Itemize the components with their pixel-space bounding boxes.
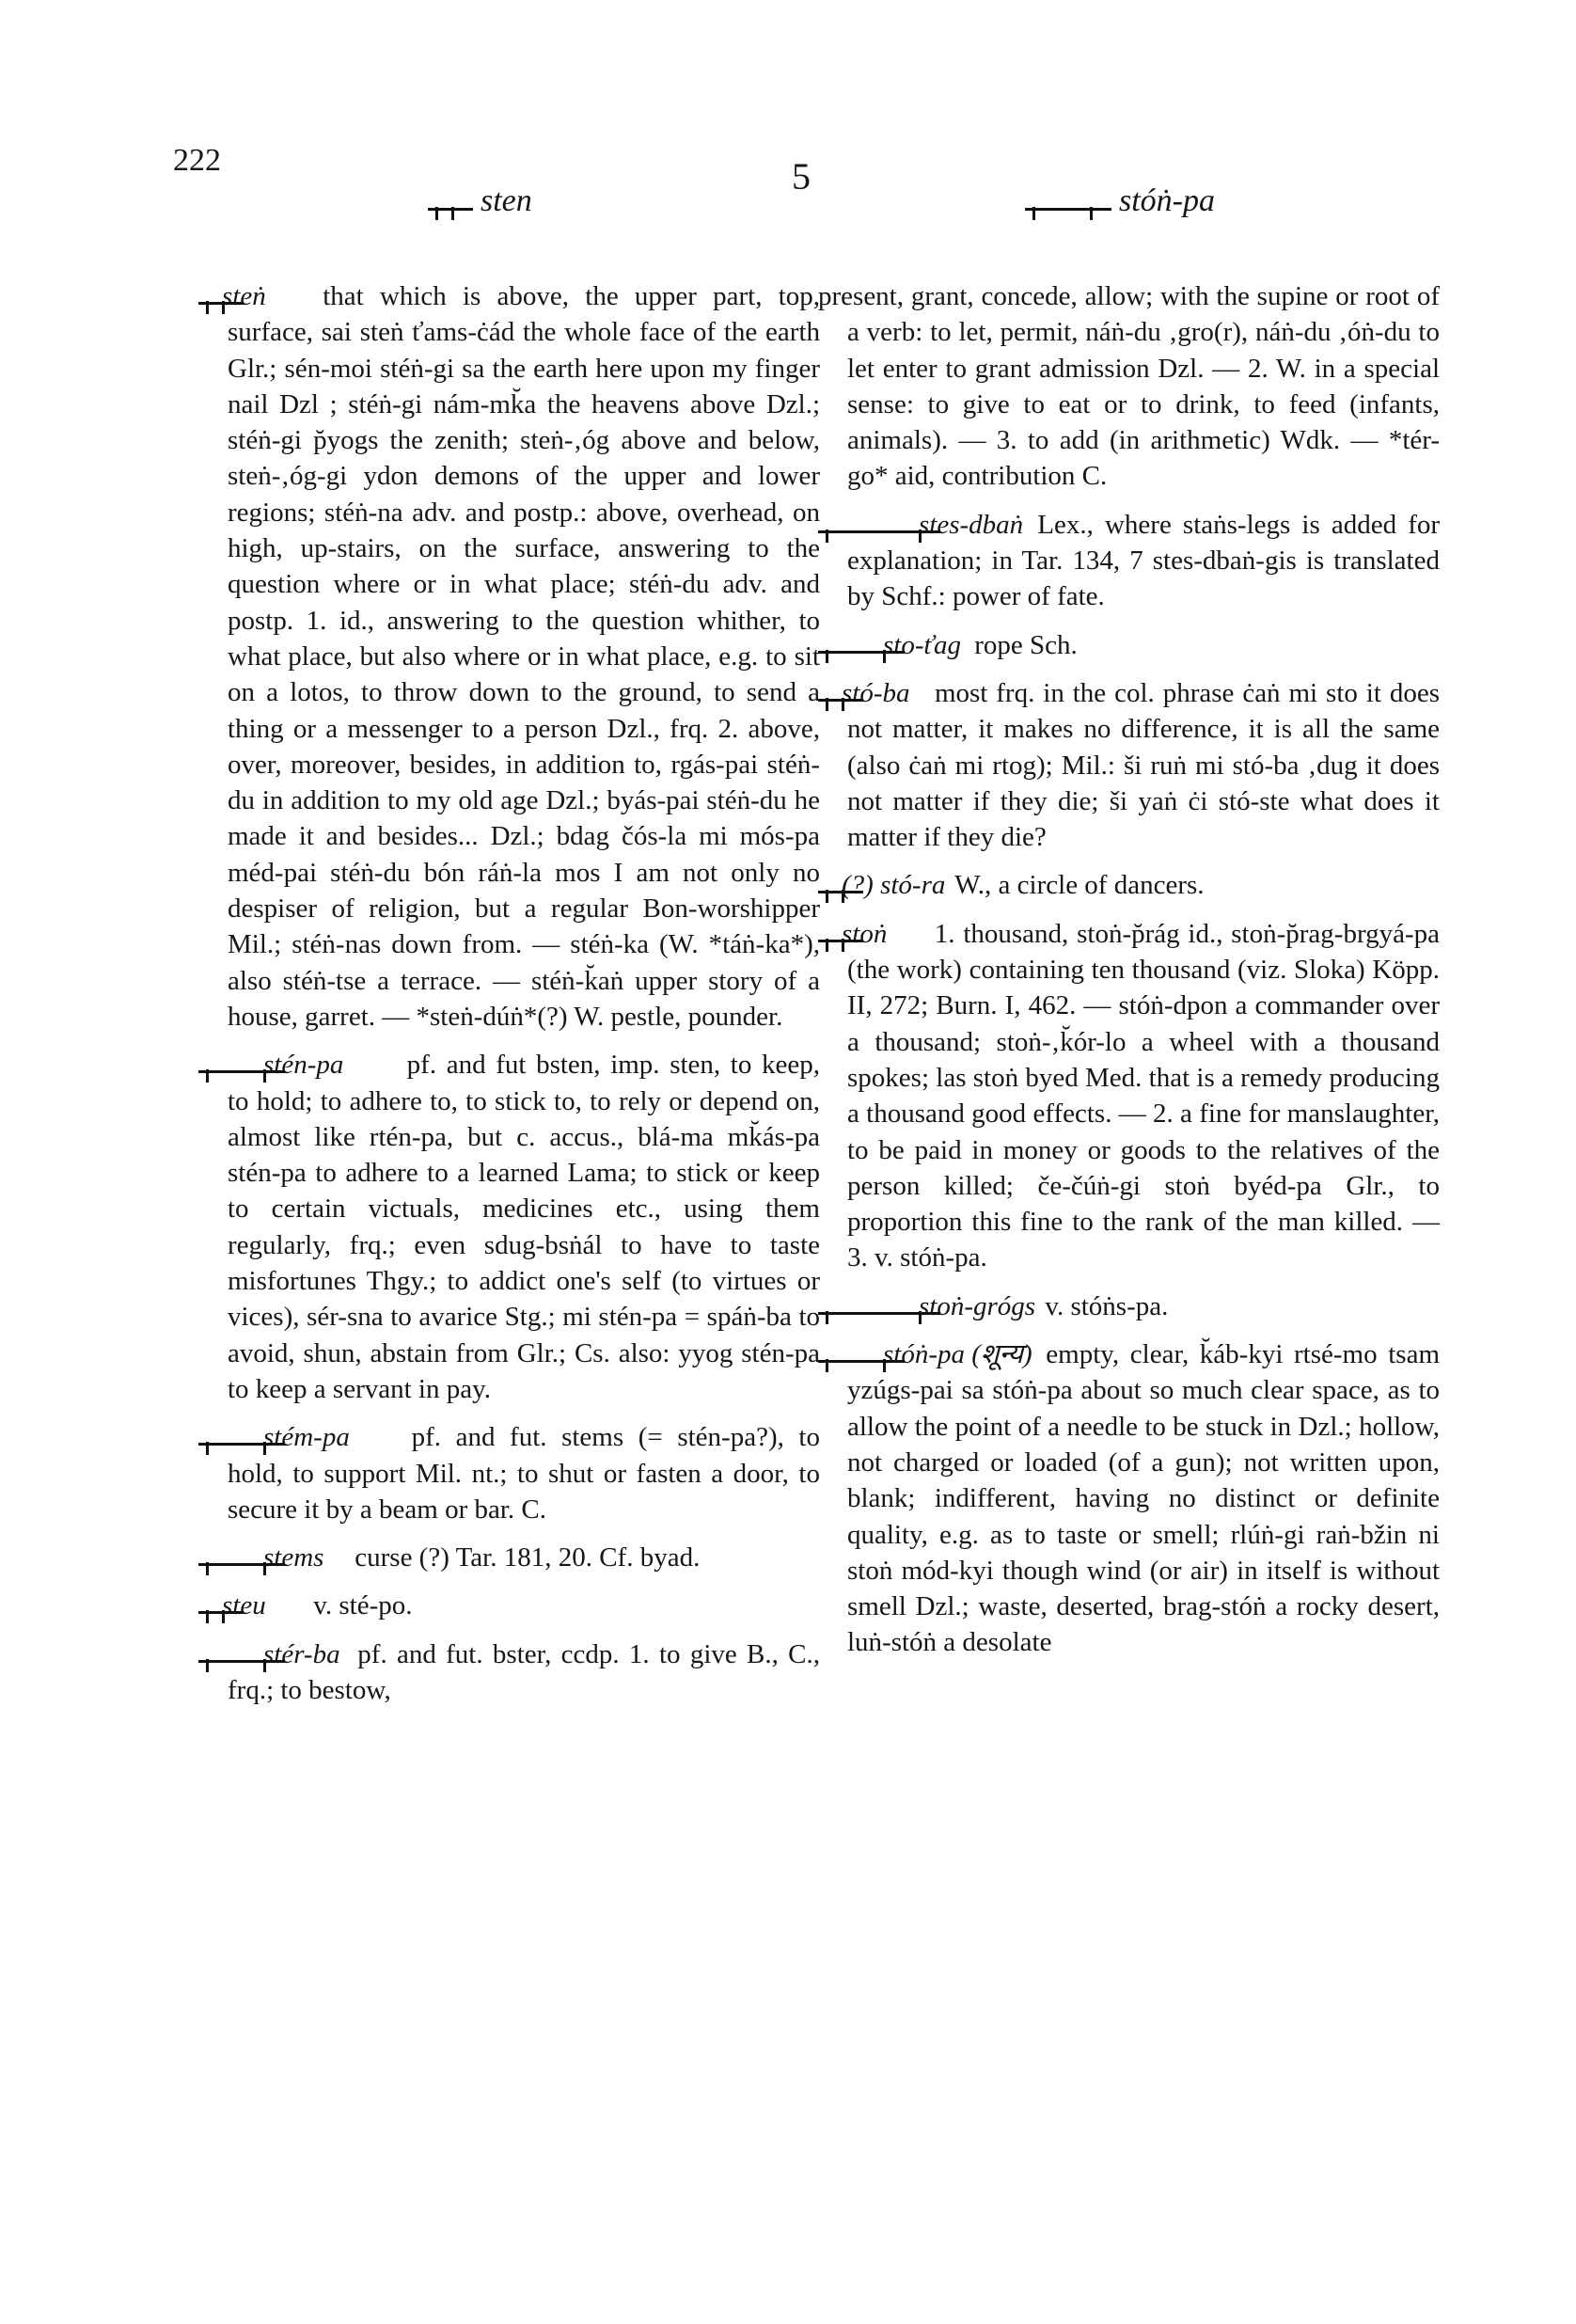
tibetan-headword-icon	[198, 1053, 285, 1073]
dictionary-entry: stém-pa pf. and fut. stems (= stén-pa?), to hold, to support Mil. nt.; to shut or fasten a door, to secure it by a beam or bar. C.	[198, 1419, 820, 1527]
dictionary-column-right	[818, 278, 1440, 1673]
dictionary-entry: stems curse (?) Tar. 181, 20. Cf. byad.	[198, 1540, 820, 1575]
tibetan-headword-icon	[198, 285, 244, 305]
tibetan-headword-icon	[818, 923, 863, 942]
tibetan-headword-icon	[818, 874, 863, 893]
tibetan-headword-icon	[428, 191, 473, 211]
dictionary-entry: stén-pa pf. and fut bsten, imp. sten, to keep, to hold; to adhere to, to stick to, to rely or depend on, almost like rtén-pa, but c. accus., blá-ma mk̆ás-pa stén-pa to adhere to a learned Lama; to stick or keep to certain victuals, medicines etc., using them regularly, frq.; even sdug-bsṅál to have to taste misfortunes Thgy.; to addict one's self (to virtues or vices), sér-sna to avarice Stg.; mi stén-pa = spáṅ-ba to avoid, shun, abstain from Glr.; Cs. also: yyog stén-pa to keep a servant in pay.	[198, 1047, 820, 1407]
tibetan-headword-icon	[818, 1295, 940, 1315]
running-head-right: stóṅ-pa	[1025, 183, 1215, 219]
dictionary-entry: (?) stó-ra W., a circle of dancers.	[818, 867, 1440, 903]
dictionary-entry: sto-ťag rope Sch.	[818, 627, 1440, 663]
page-number: 222	[173, 143, 221, 178]
dictionary-entry: steu v. sté-po.	[198, 1588, 820, 1623]
dictionary-entry: stó-ba most frq. in the col. phrase ċaṅ mi sto it does not matter, it makes no difference, it is all the same (also ċaṅ mi rtog); Mil.: ši ruṅ mi stó-ba ‚dug it does not matter if they die; ši yaṅ ċi stó-ste what does it matter if they die?	[818, 675, 1440, 855]
page-mark: 5	[792, 155, 811, 198]
tibetan-headword-icon	[818, 1343, 905, 1363]
tibetan-headword-icon	[818, 634, 905, 654]
dictionary-entry: stóṅ-pa (शून्य) empty, clear, k̆áb-kyi rtsé-mo tsam yzúgs-pai sa stóṅ-pa about so much clear space, as to allow the point of a needle to be stuck in Dzl.; hollow, not charged or loaded (of a gun); not written upon, blank; indifferent, having no distinct or definite quality, e.g. as to taste or smell; rlúṅ-gi raṅ-bžin ni stoṅ mód-kyi though wind (or air) in itself is without smell Dzl.; waste, deserted, brag-stóṅ a rocky desert, luṅ-stóṅ a desolate	[818, 1336, 1440, 1661]
dictionary-entry: stes-dbaṅ Lex., where staṅs-legs is added for explanation; in Tar. 134, 7 stes-dbaṅ-gis is translated by Schf.: power of fate.	[818, 507, 1440, 615]
tibetan-headword-icon	[1025, 191, 1111, 211]
tibetan-headword-icon	[198, 1426, 285, 1446]
dictionary-column-left	[198, 278, 820, 1720]
running-head-left: sten	[428, 183, 532, 219]
tibetan-headword-icon	[818, 514, 940, 533]
dictionary-entry: steṅ that which is above, the upper part, top, surface, sai steṅ ťams-ċád the whole face of the earth Glr.; sén-moi stéṅ-gi sa the earth here upon my finger nail Dzl ; stéṅ-gi nám-mk̆a the heavens above Dzl.; stéṅ-gi p̆yogs the zenith; steṅ-‚óg above and below, steṅ-‚óg-gi ydon demons of the upper and lower regions; stéṅ-na adv. and postp.: above, overhead, on high, up-stairs, on the surface, answering to the question where or in what place; stéṅ-du adv. and postp. 1. id., answering to the question whither, to what place, but also where or in what place, e.g. to sit on a lotos, to throw down to the ground, to send a thing or a messenger to a person Dzl., frq. 2. above, over, moreover, besides, in addition to, rgás-pai stéṅ-du in addition to my old age Dzl.; byás-pai stéṅ-du he made it and besides... Dzl.; bdag čós-la mi mós-pa méd-pai stéṅ-du bón ráṅ-la mos I am not only no despiser of religion, but a regular Bon-worshipper Mil.; stéṅ-nas down from. — stéṅ-ka (W. *táṅ-ka*), also stéṅ-tse a terrace. — stéṅ-k̆aṅ upper story of a house, garret. — *steṅ-dúṅ*(?) W. pestle, pounder.	[198, 278, 820, 1035]
dictionary-entry: present, grant, concede, allow; with the supine or root of a verb: to let, permit, náṅ-du ‚gro(r), náṅ-du ‚óṅ-du to let enter to grant admission Dzl. — 2. W. in a special sense: to give to eat or to drink, to feed (infants, animals). — 3. to add (in arithmetic) Wdk. — *tér-go* aid, contribution C.	[818, 281, 1440, 492]
dictionary-entry: stoṅ-grógs v. stóṅs-pa.	[818, 1288, 1440, 1324]
dictionary-entry: stoṅ 1. thousand, stoṅ-p̆rág id., stoṅ-p̆rag-brgyá-pa (the work) containing ten thousand (viz. Sloka) Köpp. II, 272; Burn. I, 462. — stóṅ-dpon a commander over a thousand; stoṅ-‚k̆ór-lo a wheel with a thousand spokes; las stoṅ byed Med. that is a remedy producing a thousand good effects. — 2. a fine for manslaughter, to be paid in money or goods to the relatives of the person killed; če-čúṅ-gi stoṅ byéd-pa Glr., to proportion this fine to the rank of the man killed. — 3. v. stóṅ-pa.	[818, 916, 1440, 1276]
tibetan-headword-icon	[198, 1594, 244, 1614]
dictionary-entry: stér-ba pf. and fut. bster, ccdp. 1. to give B., C., frq.; to bestow,	[198, 1636, 820, 1709]
tibetan-headword-icon	[198, 1643, 285, 1663]
tibetan-headword-icon	[198, 1546, 285, 1566]
tibetan-headword-icon	[818, 682, 863, 702]
